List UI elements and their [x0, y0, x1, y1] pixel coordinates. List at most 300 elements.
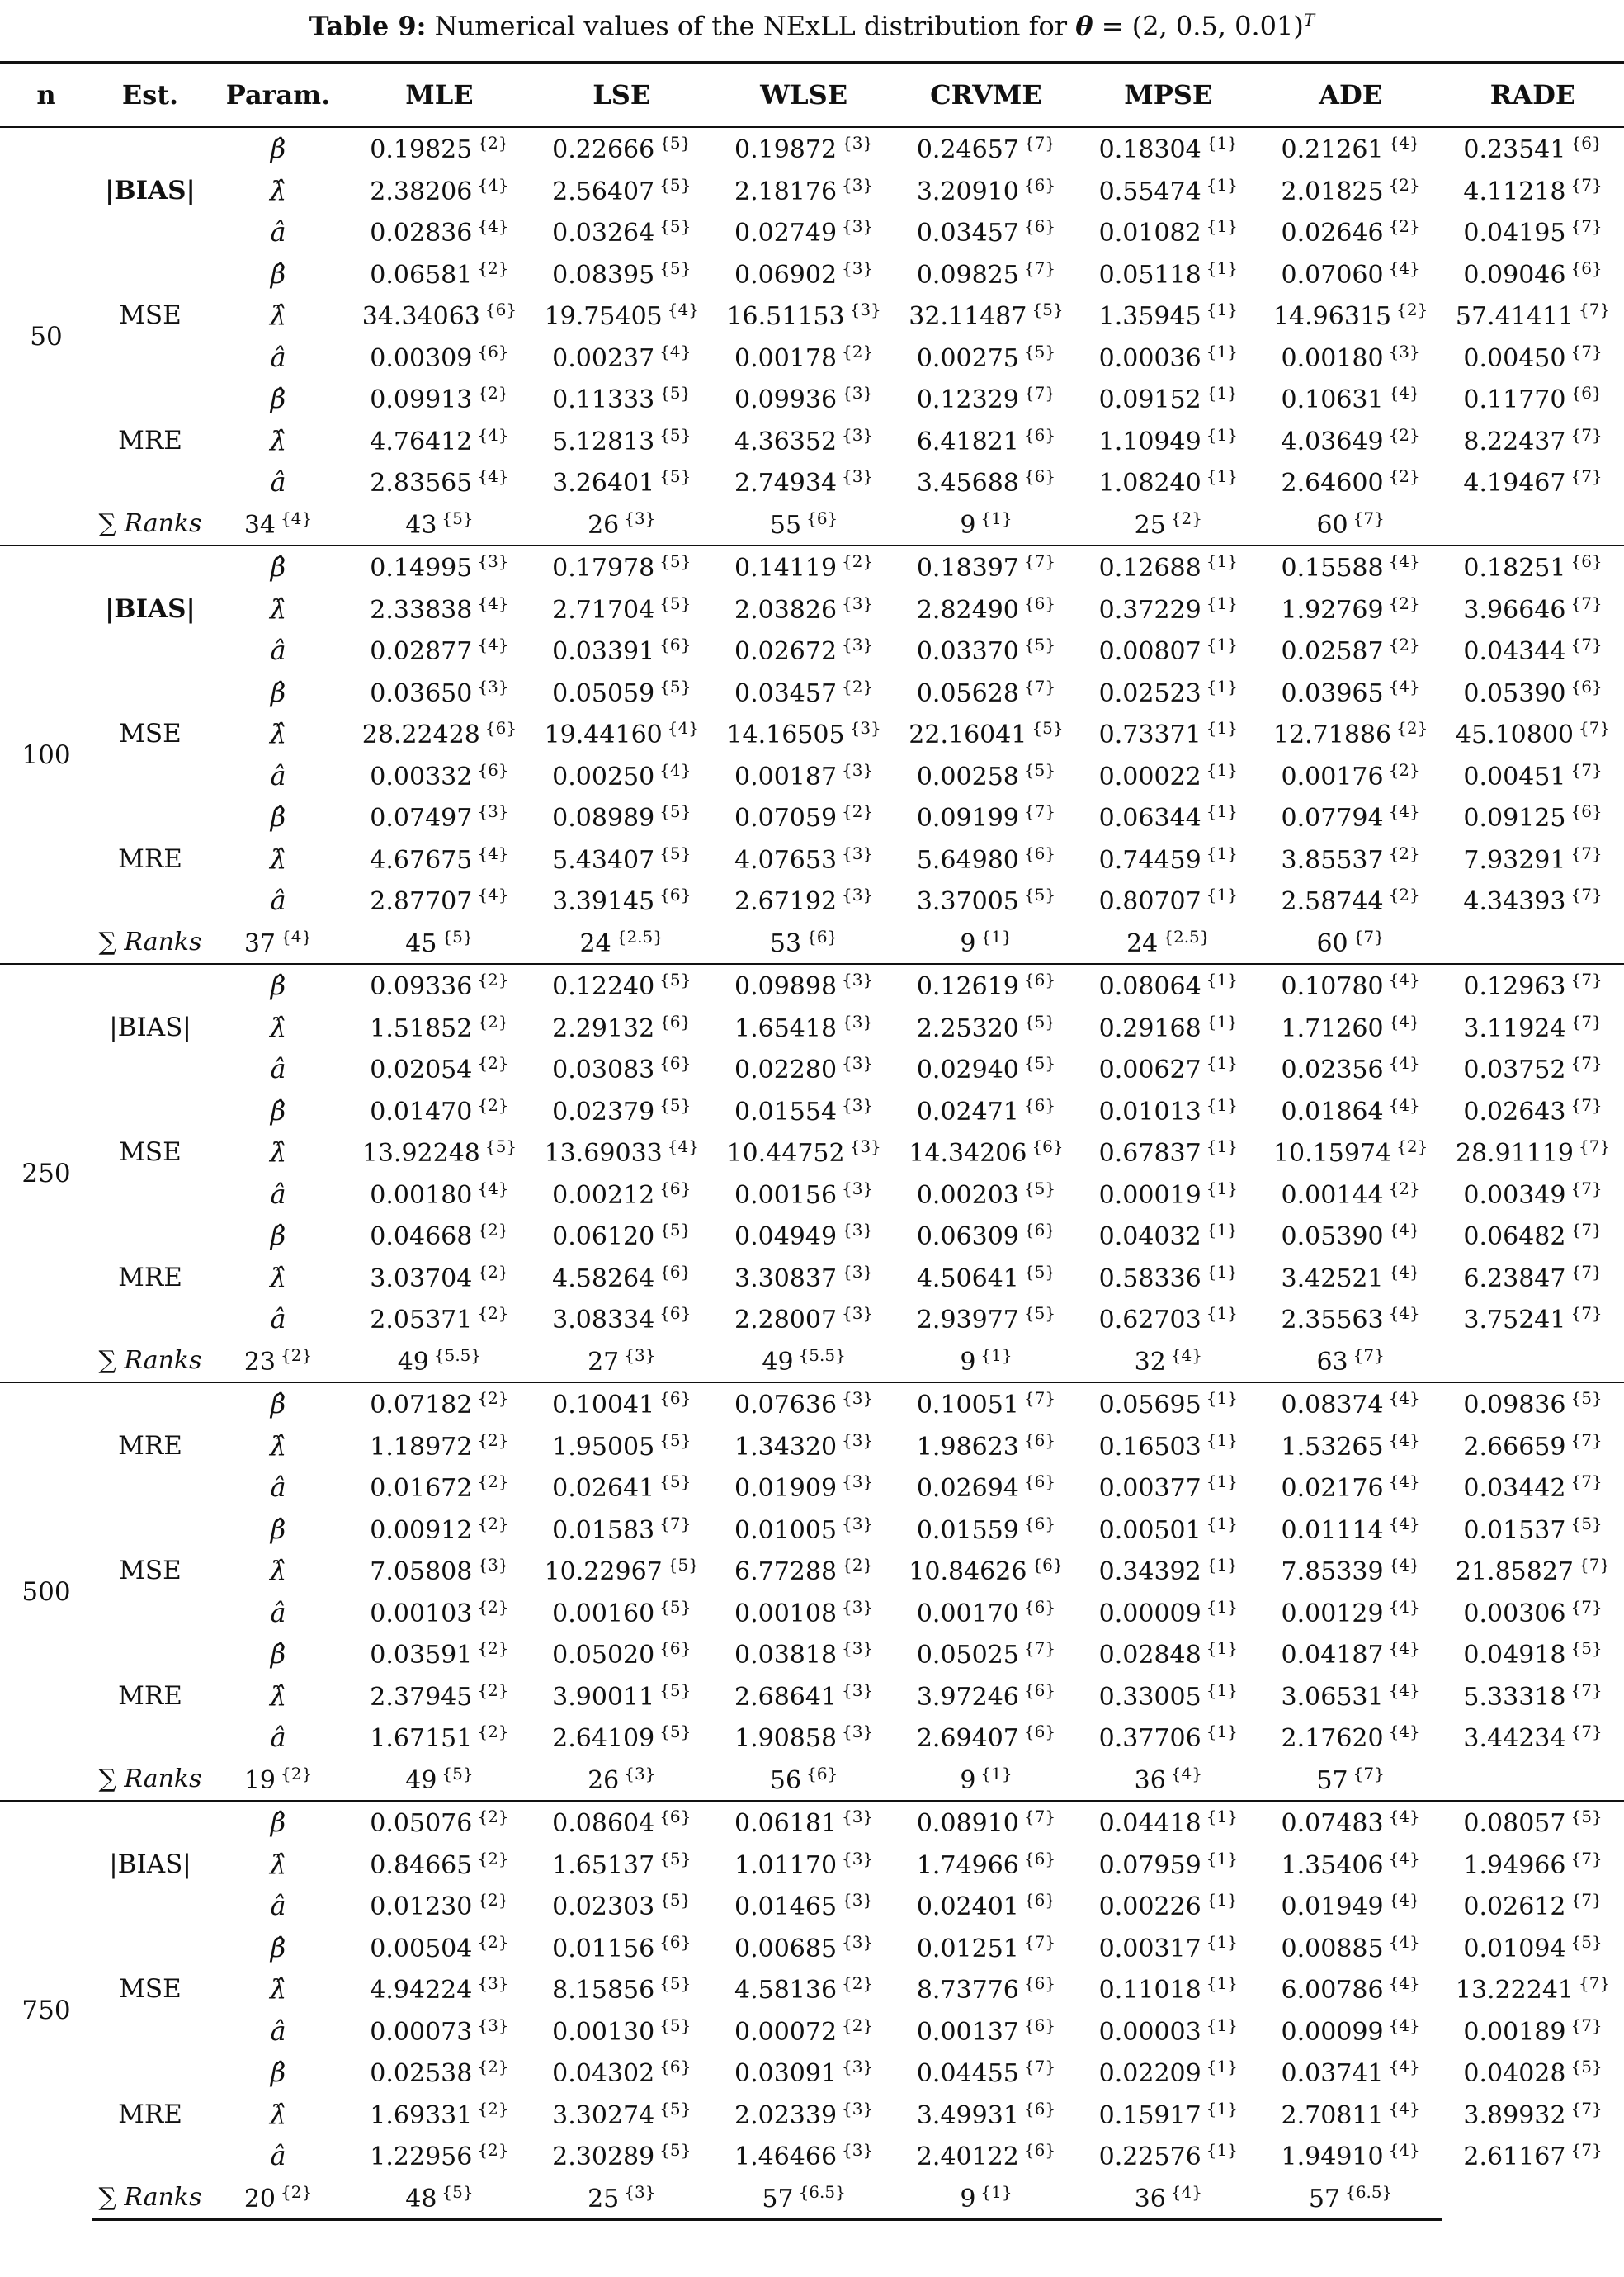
value-cell — [713, 1550, 895, 1592]
rank-superscript: {4} — [1388, 1429, 1420, 1450]
value-cell — [1442, 1048, 1624, 1090]
value-cell — [348, 1592, 531, 1634]
estimator-measure-cell: MRE — [118, 1262, 182, 1292]
parameter-cell: â — [270, 885, 286, 917]
value-cell — [348, 170, 531, 212]
value-number: 0.00176 — [1281, 762, 1384, 791]
rank-sum-cell — [895, 503, 1078, 546]
value-cell — [531, 2094, 713, 2136]
table-row — [0, 1801, 1624, 1844]
value-cell — [895, 211, 1078, 253]
value-cell — [1077, 211, 1259, 253]
value-cell — [895, 1007, 1078, 1049]
value-number: 8.73776 — [916, 1976, 1019, 2005]
rank-sum-cell — [531, 1759, 713, 1802]
rank-superscript: {7} — [1570, 424, 1603, 445]
value-cell — [713, 1885, 895, 1927]
value-number: 2.37945 — [370, 1682, 473, 1712]
rank-superscript: {5} — [1032, 300, 1064, 320]
rank-sum-cell — [1077, 503, 1259, 546]
rank-sum-cell — [348, 1759, 531, 1802]
rank-superscript: {6} — [659, 1261, 692, 1282]
value-number: 0.00009 — [1098, 1599, 1201, 1628]
rank-superscript: {2.5} — [1163, 926, 1211, 947]
parameter-cell: â — [270, 759, 286, 791]
value-cell — [531, 1090, 713, 1132]
value-cell — [713, 1382, 895, 1425]
rank-superscript: {4} — [1388, 1388, 1420, 1409]
value-number: 0.01909 — [734, 1474, 838, 1504]
rank-superscript: {3} — [477, 2015, 509, 2035]
value-cell — [348, 1382, 531, 1425]
rank-superscript: {3} — [842, 1053, 874, 1074]
rank-sum-number: 20 — [243, 2184, 276, 2213]
value-number: 3.90011 — [552, 1682, 655, 1712]
value-cell — [895, 2094, 1078, 2136]
value-number: 1.90858 — [734, 1724, 838, 1754]
value-number: 0.09936 — [734, 385, 838, 415]
rank-superscript: {3} — [842, 885, 874, 905]
value-number: 2.35563 — [1281, 1306, 1384, 1335]
value-number: 0.05059 — [552, 678, 655, 708]
table-row — [0, 1007, 1624, 1049]
estimator-measure-cell: MRE — [118, 1680, 182, 1711]
value-number: 0.08064 — [1098, 972, 1201, 1002]
rank-superscript: {1} — [1206, 1178, 1238, 1198]
value-cell — [348, 127, 531, 170]
rank-superscript: {6} — [1023, 843, 1056, 863]
parameter-cell: β̂ — [270, 1931, 286, 1963]
value-cell — [1259, 337, 1442, 379]
value-cell — [531, 211, 713, 253]
value-cell — [1259, 420, 1442, 462]
rank-superscript: {1} — [1206, 1722, 1238, 1742]
value-number: 2.64109 — [552, 1724, 655, 1754]
rank-superscript: {4} — [1388, 1011, 1420, 1032]
rank-superscript: {1} — [1206, 1931, 1238, 1952]
value-number: 0.00130 — [552, 2017, 655, 2047]
rank-sum-number: 9 — [960, 2184, 976, 2213]
rank-superscript: {7} — [1570, 1053, 1603, 1074]
rank-sum-cell — [531, 1340, 713, 1383]
rank-superscript: {4} — [1388, 1472, 1420, 1492]
value-cell — [1077, 1968, 1259, 2010]
value-cell — [1077, 295, 1259, 337]
rank-superscript: {6} — [659, 1178, 692, 1198]
value-number: 0.10041 — [552, 1391, 655, 1420]
value-number: 3.08334 — [552, 1306, 655, 1335]
value-number: 2.25320 — [916, 1013, 1019, 1043]
value-cell — [895, 1885, 1078, 1927]
parameter-cell: λ̂ — [269, 300, 287, 332]
value-cell — [713, 964, 895, 1007]
rank-sum-cell — [1077, 2177, 1259, 2220]
rank-superscript: {7} — [1353, 508, 1385, 528]
value-cell — [1442, 964, 1624, 1007]
parameter-cell: â — [270, 1596, 286, 1628]
rank-superscript: {6} — [1023, 1429, 1056, 1450]
value-number: 0.00317 — [1098, 1934, 1201, 1963]
value-number: 0.06902 — [734, 260, 838, 290]
rank-superscript: {1} — [1206, 1807, 1238, 1827]
rank-superscript: {6} — [484, 300, 517, 320]
value-cell — [1077, 1592, 1259, 1634]
rank-superscript: {4} — [1388, 257, 1420, 278]
rank-superscript: {1} — [1206, 1638, 1238, 1659]
parameter-cell: λ̂ — [269, 424, 287, 456]
rank-superscript: {3} — [624, 508, 656, 528]
value-number: 1.01170 — [734, 1850, 838, 1880]
rank-superscript: {5} — [1032, 718, 1064, 739]
value-number: 0.07483 — [1281, 1809, 1384, 1839]
value-cell — [348, 1257, 531, 1299]
value-number: 0.02303 — [552, 1892, 655, 1922]
value-cell — [895, 2010, 1078, 2053]
value-cell — [531, 630, 713, 672]
value-cell — [531, 1382, 713, 1425]
value-cell — [348, 1675, 531, 1717]
rank-superscript: {1} — [1206, 2098, 1238, 2119]
value-cell — [1077, 378, 1259, 420]
value-number: 0.37229 — [1098, 595, 1201, 625]
rank-superscript: {1} — [1206, 1094, 1238, 1115]
value-cell — [713, 1131, 895, 1174]
value-number: 0.02836 — [370, 219, 473, 248]
rank-superscript: {4} — [1388, 1679, 1420, 1700]
value-number: 0.00226 — [1098, 1892, 1201, 1922]
value-number: 0.02379 — [552, 1097, 655, 1127]
value-number: 0.05390 — [1463, 678, 1566, 708]
rank-superscript: {3} — [842, 1638, 874, 1659]
value-number: 8.22437 — [1463, 427, 1566, 456]
value-number: 0.09836 — [1463, 1391, 1566, 1420]
value-cell — [348, 546, 531, 588]
rank-superscript: {4} — [1388, 801, 1420, 822]
rank-sum-number: 60 — [1316, 510, 1348, 540]
value-cell — [531, 839, 713, 881]
rank-sum-cell — [208, 1340, 348, 1383]
rank-superscript: {5} — [659, 970, 692, 990]
value-number: 0.07182 — [370, 1391, 473, 1420]
rank-superscript: {7} — [1570, 759, 1603, 780]
rank-sum-number: 48 — [405, 2184, 437, 2213]
value-number: 1.69331 — [370, 2100, 473, 2130]
rank-superscript: {4} — [1388, 1931, 1420, 1952]
rank-superscript: {2} — [1396, 300, 1428, 320]
value-cell — [1259, 630, 1442, 672]
rank-superscript: {4} — [1388, 1220, 1420, 1240]
value-cell — [713, 672, 895, 714]
rank-superscript: {1} — [1206, 718, 1238, 739]
value-number: 0.03965 — [1281, 678, 1384, 708]
value-cell — [1259, 1131, 1442, 1174]
rank-superscript: {3} — [624, 1763, 656, 1783]
value-number: 0.09913 — [370, 385, 473, 415]
rank-superscript: {3} — [477, 1555, 509, 1575]
value-number: 0.05020 — [552, 1641, 655, 1670]
value-number: 0.06181 — [734, 1809, 838, 1839]
rank-superscript: {5.5} — [433, 1344, 482, 1365]
table-row — [0, 1090, 1624, 1132]
parameter-cell: λ̂ — [269, 2098, 287, 2130]
rank-superscript: {1} — [1206, 466, 1238, 487]
parameter-cell: β̂ — [270, 257, 286, 290]
value-number: 3.39145 — [552, 887, 655, 917]
rank-superscript: {7} — [1570, 1261, 1603, 1282]
value-cell — [1442, 588, 1624, 631]
rank-superscript: {5} — [659, 216, 692, 237]
rank-sum-number: 57 — [1308, 2184, 1341, 2213]
rank-superscript: {4} — [1388, 1094, 1420, 1115]
value-cell — [348, 1885, 531, 1927]
rank-superscript: {2} — [1388, 1178, 1420, 1198]
rank-superscript: {3} — [477, 801, 509, 822]
value-number: 0.02641 — [552, 1474, 655, 1504]
value-cell — [1077, 1131, 1259, 1174]
value-cell — [1077, 1717, 1259, 1759]
value-number: 10.84626 — [909, 1557, 1027, 1587]
parameter-cell: β̂ — [270, 1638, 286, 1670]
rank-superscript: {4} — [477, 635, 509, 655]
rank-superscript: {7} — [1023, 1807, 1056, 1827]
value-number: 14.96315 — [1272, 302, 1392, 332]
value-number: 0.16503 — [1098, 1432, 1201, 1462]
rank-superscript: {5} — [659, 383, 692, 404]
value-cell — [1442, 170, 1624, 212]
value-cell — [348, 461, 531, 503]
rank-superscript: {6} — [659, 885, 692, 905]
rank-sum-cell — [895, 1340, 1078, 1383]
value-number: 2.64600 — [1281, 469, 1384, 498]
rank-superscript: {3} — [842, 1178, 874, 1198]
value-cell — [1077, 1215, 1259, 1257]
value-number: 5.43407 — [552, 845, 655, 875]
ranks-label: ∑ Ranks — [92, 922, 208, 965]
value-number: 0.04195 — [1463, 219, 1566, 248]
value-cell — [1259, 1174, 1442, 1216]
value-number: 0.00258 — [916, 762, 1019, 791]
rank-superscript: {5} — [484, 1136, 517, 1157]
rank-superscript: {3} — [842, 593, 874, 613]
parameter-cell: â — [270, 2015, 286, 2047]
parameter-cell: λ̂ — [269, 1429, 287, 1462]
value-number: 3.30274 — [552, 2100, 655, 2130]
rank-superscript: {2} — [477, 1890, 509, 1911]
value-number: 0.05118 — [1098, 260, 1201, 290]
value-number: 0.07497 — [370, 804, 473, 834]
rank-superscript: {7} — [1570, 341, 1603, 361]
value-cell — [713, 1592, 895, 1634]
value-number: 1.65418 — [734, 1013, 838, 1043]
rank-sum-cell — [348, 922, 531, 965]
rank-superscript: {6} — [1023, 1220, 1056, 1240]
rank-superscript: {2} — [477, 1303, 509, 1324]
value-cell — [1442, 1174, 1624, 1216]
value-cell — [348, 1215, 531, 1257]
rank-superscript: {2} — [477, 2057, 509, 2077]
value-cell — [1259, 1927, 1442, 1969]
value-number: 0.04028 — [1463, 2059, 1566, 2089]
value-cell — [531, 127, 713, 170]
rank-superscript: {5} — [659, 676, 692, 697]
value-cell — [348, 2052, 531, 2094]
value-number: 3.44234 — [1463, 1724, 1566, 1754]
value-cell — [1259, 755, 1442, 797]
parameter-cell: â — [270, 1303, 286, 1335]
table-row — [0, 1509, 1624, 1551]
value-number: 0.12329 — [916, 385, 1019, 415]
value-cell — [348, 755, 531, 797]
rank-superscript: {6} — [1023, 2140, 1056, 2161]
table-row — [0, 170, 1624, 212]
rank-sum-number: 19 — [243, 1765, 276, 1795]
value-number: 0.02401 — [916, 1892, 1019, 1922]
table-row — [0, 2094, 1624, 2136]
value-number: 0.33005 — [1098, 1682, 1201, 1712]
rank-superscript: {1} — [1206, 1011, 1238, 1032]
value-cell — [531, 170, 713, 212]
table-row — [0, 337, 1624, 379]
value-cell — [895, 1174, 1078, 1216]
rank-superscript: {4} — [1388, 1848, 1420, 1868]
value-cell — [895, 295, 1078, 337]
value-number: 0.01156 — [552, 1934, 655, 1963]
rank-superscript: {2} — [477, 1388, 509, 1409]
value-number: 0.02940 — [916, 1056, 1019, 1085]
value-cell — [713, 713, 895, 755]
value-cell — [1442, 1801, 1624, 1844]
value-cell — [1259, 1382, 1442, 1425]
rank-superscript: {1} — [1206, 970, 1238, 990]
value-number: 3.75241 — [1463, 1306, 1566, 1335]
value-number: 0.00275 — [916, 343, 1019, 373]
rank-superscript: {7} — [1023, 2057, 1056, 2077]
rank-superscript: {4} — [477, 843, 509, 863]
rank-superscript: {7} — [1570, 885, 1603, 905]
rank-sum-cell — [1259, 922, 1442, 965]
value-number: 2.93977 — [916, 1306, 1019, 1335]
rank-superscript: {7} — [1579, 1555, 1611, 1575]
value-number: 0.15588 — [1281, 554, 1384, 583]
rank-superscript: {2} — [477, 1638, 509, 1659]
rank-sum-cell — [1077, 1759, 1259, 1802]
rank-superscript: {4} — [1388, 1973, 1420, 1994]
value-cell — [531, 2052, 713, 2094]
value-cell — [713, 1425, 895, 1467]
value-number: 13.22241 — [1455, 1976, 1574, 2005]
value-number: 8.15856 — [552, 1976, 655, 2005]
value-cell — [1077, 127, 1259, 170]
rank-superscript: {3} — [849, 1136, 881, 1157]
rank-superscript: {6.5} — [798, 2181, 846, 2202]
rank-superscript: {7} — [1353, 1344, 1385, 1365]
value-cell — [348, 2010, 531, 2053]
value-cell — [348, 1174, 531, 1216]
value-number: 0.00377 — [1098, 1474, 1201, 1504]
rank-superscript: {2} — [477, 1807, 509, 1827]
results-table — [0, 61, 1624, 2221]
value-number: 0.00156 — [734, 1180, 838, 1210]
value-cell — [348, 713, 531, 755]
rank-superscript: {2.5} — [616, 926, 663, 947]
value-number: 0.14119 — [734, 554, 838, 583]
value-cell — [1442, 880, 1624, 922]
rank-superscript: {7} — [1570, 635, 1603, 655]
value-number: 0.08057 — [1463, 1809, 1566, 1839]
rank-sum-cell — [208, 503, 348, 546]
value-cell — [348, 2094, 531, 2136]
value-number: 0.01465 — [734, 1892, 838, 1922]
value-cell — [1259, 378, 1442, 420]
rank-superscript: {4} — [1388, 2140, 1420, 2161]
header-crvme: CRVME — [895, 63, 1078, 128]
value-cell — [1077, 420, 1259, 462]
value-number: 2.82490 — [916, 595, 1019, 625]
value-cell — [1077, 1007, 1259, 1049]
parameter-cell: â — [270, 1472, 286, 1504]
rank-superscript: {6} — [806, 1763, 838, 1783]
rank-superscript: {6} — [1023, 216, 1056, 237]
rank-superscript: {3} — [842, 1011, 874, 1032]
value-cell — [1442, 1885, 1624, 1927]
value-cell — [531, 755, 713, 797]
value-cell — [1077, 839, 1259, 881]
value-cell — [531, 1844, 713, 1886]
value-number: 0.05076 — [370, 1809, 473, 1839]
value-cell — [1259, 588, 1442, 631]
value-number: 1.08240 — [1098, 469, 1201, 498]
estimator-measure-cell: MRE — [118, 2099, 182, 2129]
value-cell — [713, 1257, 895, 1299]
value-number: 0.10051 — [916, 1391, 1019, 1420]
rank-superscript: {5} — [441, 508, 474, 528]
table-row — [0, 839, 1624, 881]
rank-superscript: {2} — [477, 2140, 509, 2161]
value-number: 1.95005 — [552, 1432, 655, 1462]
rank-sum-number: 55 — [769, 510, 802, 540]
rank-sum-number: 9 — [960, 510, 976, 540]
value-number: 2.69407 — [916, 1724, 1019, 1754]
value-cell — [895, 378, 1078, 420]
rank-sum-cell — [1259, 2177, 1442, 2220]
value-number: 2.71704 — [552, 595, 655, 625]
rank-superscript: {5} — [1570, 1388, 1603, 1409]
value-cell — [1442, 630, 1624, 672]
value-number: 0.03442 — [1463, 1474, 1566, 1504]
value-cell — [531, 1298, 713, 1340]
rank-superscript: {4} — [1388, 2098, 1420, 2119]
value-cell — [713, 1675, 895, 1717]
table-row — [0, 127, 1624, 170]
rank-superscript: {1} — [980, 1763, 1013, 1783]
value-cell — [713, 880, 895, 922]
value-cell — [531, 295, 713, 337]
table-row — [0, 1550, 1624, 1592]
value-number: 1.74966 — [916, 1850, 1019, 1880]
rank-superscript: {1} — [1206, 1848, 1238, 1868]
table-row — [0, 713, 1624, 755]
value-cell — [895, 1425, 1078, 1467]
rank-superscript: {2} — [477, 1472, 509, 1492]
value-number: 0.01013 — [1098, 1097, 1201, 1127]
ranks-row — [0, 922, 1624, 965]
value-number: 1.34320 — [734, 1432, 838, 1462]
value-number: 3.97246 — [916, 1682, 1019, 1712]
value-number: 0.29168 — [1098, 1013, 1201, 1043]
rank-sum-cell — [713, 2177, 895, 2220]
value-number: 1.18972 — [370, 1432, 473, 1462]
rank-superscript: {2} — [477, 383, 509, 404]
